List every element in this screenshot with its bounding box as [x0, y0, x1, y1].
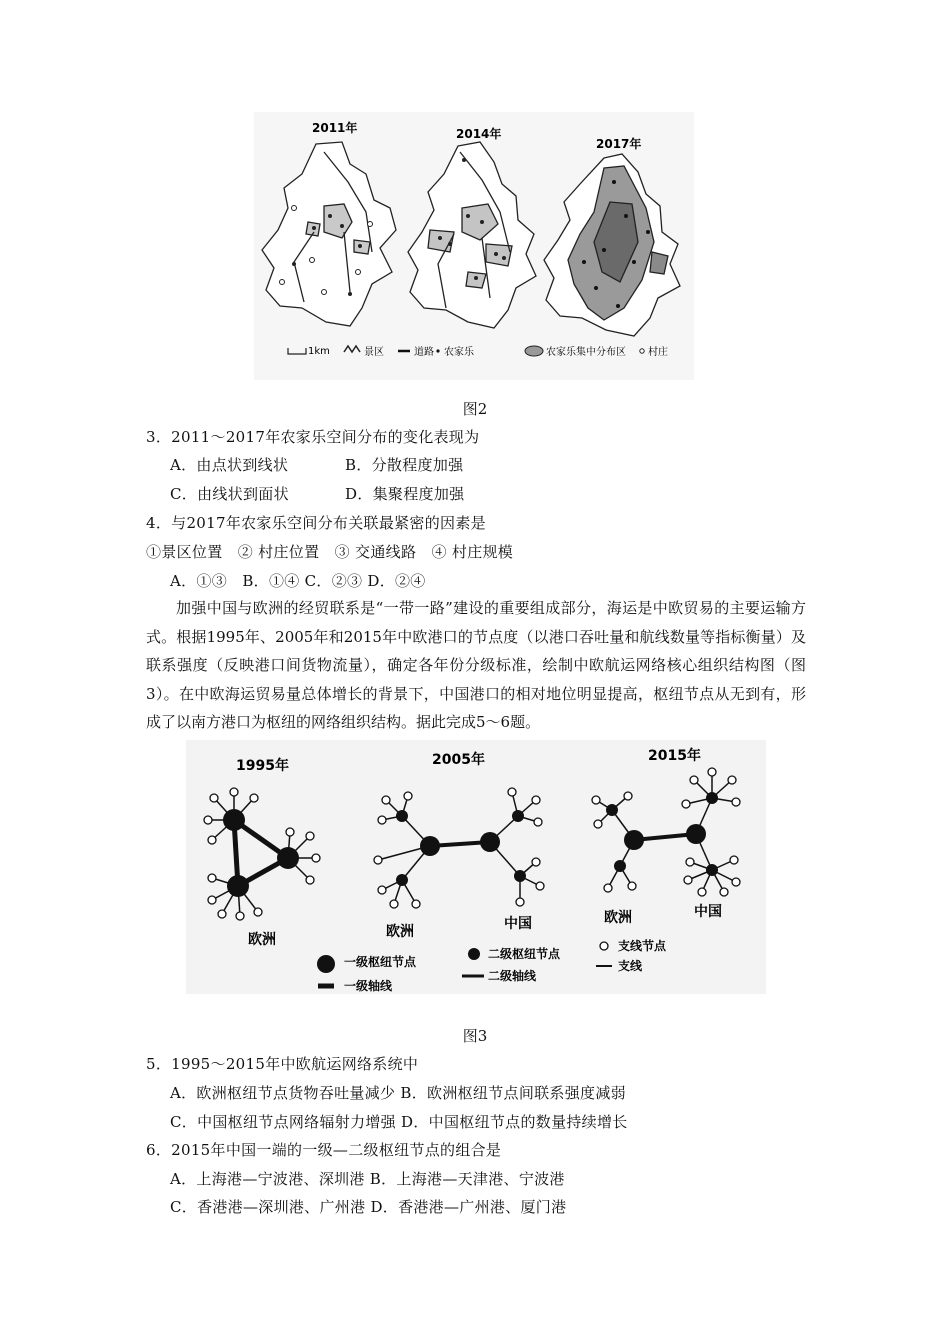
question-6-stem: 6．2015年中国一端的一级—二级枢纽节点的组合是: [146, 1141, 502, 1159]
secondary-node-icon: [468, 948, 480, 960]
figure-2-maps: [254, 112, 694, 380]
network-year-1995: 1995年: [236, 758, 289, 774]
label-china-2015: 中国: [694, 904, 722, 920]
concentration-icon: [525, 346, 543, 356]
label-china-2005: 中国: [504, 916, 532, 932]
farm-stay-icon: [436, 349, 439, 352]
question-6-options-cd: C．香港港—深圳港、广州港 D．香港港—广州港、厦门港: [170, 1198, 567, 1216]
map-year-2011: 2011年: [312, 121, 358, 135]
figure-3-caption: 图3: [462, 1027, 488, 1045]
svg-text:二级轴线: 二级轴线: [488, 969, 537, 983]
svg-text:农家乐集中分布区: 农家乐集中分布区: [546, 347, 626, 358]
label-europe-1995: 欧洲: [248, 932, 276, 948]
branch-node-icon: [600, 942, 608, 950]
label-europe-2005: 欧洲: [386, 924, 414, 940]
question-6-options-ab: A．上海港—宁波港、深圳港 B．上海港—天津港、宁波港: [170, 1170, 565, 1188]
question-4-factors: ①景区位置 ② 村庄位置 ③ 交通线路 ④ 村庄规模: [146, 543, 514, 561]
question-3-option-d: D．集聚程度加强: [345, 485, 465, 503]
svg-text:1km: 1km: [308, 346, 330, 357]
question-3-option-b: B．分散程度加强: [345, 456, 464, 474]
question-5-stem: 5．1995～2015年中欧航运网络系统中: [146, 1055, 419, 1073]
svg-text:农家乐: 农家乐: [444, 347, 474, 358]
label-europe-2015: 欧洲: [604, 910, 632, 926]
svg-text:一级枢纽节点: 一级枢纽节点: [344, 955, 417, 969]
svg-text:道路: 道路: [414, 347, 434, 358]
figure-3-network: [186, 740, 766, 994]
svg-text:景区: 景区: [364, 347, 384, 358]
question-4-stem: 4．与2017年农家乐空间分布关联最紧密的因素是: [146, 514, 486, 532]
question-3-option-c: C．由线状到面状: [170, 485, 289, 503]
reading-passage: 加强中国与欧洲的经贸联系是“一带一路”建设的重要组成部分，海运是中欧贸易的主要运输方式。根据1995年、2005年和2015年中欧港口的节点度（以港口吞吐量和航线数量等指标衡量）及联系强度（反映港口间货物流量），确定各年份分级标准，绘制中欧航运网络核心组织结构图（图3）。在中欧海运贸易量总体增长的背景下，中国港口的相对地位明显提高，枢纽节点从无到有，形成了以南方港口为枢纽的网络组织结构。据此完成5～6题。: [146, 599, 806, 732]
question-5-options-cd: C．中国枢纽节点网络辐射力增强 D．中国枢纽节点的数量持续增长: [170, 1113, 628, 1131]
question-4-options: A．①③ B．①④ C．②③ D．②④: [170, 572, 426, 590]
figure-2-caption: 图2: [462, 400, 488, 418]
map-year-2014: 2014年: [456, 127, 502, 141]
svg-text:一级轴线: 一级轴线: [344, 979, 393, 993]
primary-node-icon: [317, 955, 335, 973]
map-year-2017: 2017年: [596, 137, 642, 151]
network-year-2015: 2015年: [648, 748, 701, 764]
network-year-2005: 2005年: [432, 752, 485, 768]
svg-text:支线节点: 支线节点: [618, 939, 667, 953]
svg-text:村庄: 村庄: [648, 347, 668, 358]
village-icon: [640, 349, 644, 353]
question-5-options-ab: A．欧洲枢纽节点货物吞吐量减少 B．欧洲枢纽节点间联系强度减弱: [170, 1084, 626, 1102]
question-3-option-a: A．由点状到线状: [170, 456, 289, 474]
svg-text:二级枢纽节点: 二级枢纽节点: [488, 947, 561, 961]
svg-text:支线: 支线: [618, 959, 643, 973]
question-3-stem: 3．2011～2017年农家乐空间分布的变化表现为: [146, 428, 480, 446]
